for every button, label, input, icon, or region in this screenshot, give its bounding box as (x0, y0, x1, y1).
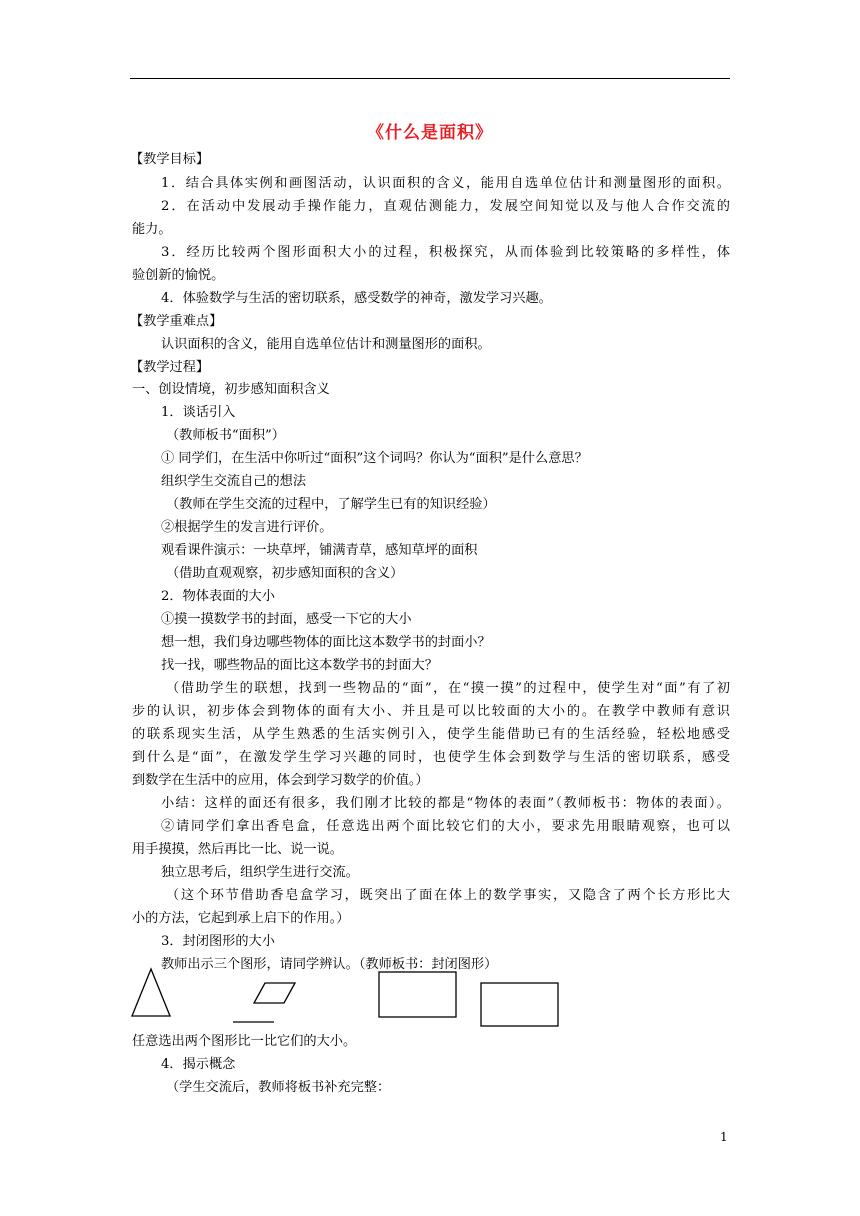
text-line: 步的认识，初步体会到物体的面有大小、并且是可以比较面的大小的。在教学中教师有意识 (132, 704, 730, 719)
text-line: （借助学生的联想，找到一些物品的“面”，在“摸一摸”的过程中，使学生对“面”有了初 (166, 681, 730, 696)
section-heading: 【教学目标】 (130, 152, 210, 167)
text-line: 教师出示三个图形，请同学辨认。（教师板书：封闭图形） (161, 957, 498, 972)
text-line: 的联系现实生活，从学生熟悉的生活实例引入，使学生能借助已有的生活经验，轻松地感受 (132, 727, 730, 742)
text-line: 独立思考后，组织学生进行交流。 (161, 865, 359, 880)
text-line: 4．体验数学与生活的密切联系，感受数学的神奇，激发学习兴趣。 (161, 291, 552, 306)
rectangle-shape-small (481, 983, 558, 1026)
section-heading: 【教学过程】 (130, 360, 210, 375)
header-rule (130, 78, 730, 79)
text-line: 组织学生交流自己的想法 (161, 474, 307, 489)
rectangle-shape-large (379, 972, 456, 1017)
text-line: 到什么是“面”，在激发学生学习兴趣的同时，也使学生体会到数学与生活的密切联系，感受 (132, 750, 730, 765)
text-line: 小结：这样的面还有很多，我们刚才比较的都是“物体的表面”（教师板书：物体的表面）。 (161, 796, 730, 811)
text-line: ②请同学们拿出香皂盒，任意选出两个面比较它们的大小，要求先用眼睛观察，也可以 (161, 819, 730, 834)
text-line: 2．物体表面的大小 (161, 589, 275, 604)
text-line: 认识面积的含义，能用自选单位估计和测量图形的面积。 (161, 337, 491, 352)
text-line: 能力。 (132, 222, 172, 237)
text-line: 3．封闭图形的大小 (161, 934, 275, 949)
text-line: （教师在学生交流的过程中，了解学生已有的知识经验） (166, 497, 496, 512)
text-line: 找一找，哪些物品的面比这本数学书的封面大？ (161, 658, 438, 673)
text-line: 2．在活动中发展动手操作能力，直观估测能力，发展空间知觉以及与他人合作交流的 (161, 199, 730, 214)
text-line: ①摸一摸数学书的封面，感受一下它的大小 (161, 612, 412, 627)
text-line: （借助直观观察，初步感知面积的含义） (166, 566, 404, 581)
triangle-shape (132, 969, 170, 1016)
parallelogram-shape (254, 983, 295, 1003)
text-line: 验创新的愉悦。 (132, 268, 225, 283)
text-line: 1．谈话引入 (161, 405, 236, 420)
text-line: 观看课件演示：一块草坪，铺满青草，感知草坪的面积 (161, 543, 478, 558)
text-line: 到数学在生活中的应用，体会到学习数学的价值。） (132, 773, 429, 788)
document-title: 《什么是面积》 (367, 123, 493, 143)
page-number: 1 (720, 1130, 728, 1144)
text-line: 小的方法，它起到承上启下的作用。） (132, 911, 350, 926)
text-line: （教师板书“面积”） (166, 428, 285, 443)
text-line: ②根据学生的发言进行评价。 (161, 520, 333, 535)
text-line: 1．结合具体实例和画图活动，认识面积的含义，能用自选单位估计和测量图形的面积。 (161, 176, 730, 191)
text-line: 想一想，我们身边哪些物体的面比这本数学书的封面小？ (161, 635, 491, 650)
text-line: 任意选出两个图形比一比它们的大小。 (132, 1034, 357, 1049)
text-line: （这个环节借助香皂盒学习，既突出了面在体上的数学事实，又隐含了两个长方形比大 (166, 888, 730, 903)
text-line: 4．揭示概念 (161, 1057, 236, 1072)
text-line: ① 同学们，在生活中你听过“面积”这个词吗？你认为“面积”是什么意思？ (161, 451, 588, 466)
section-heading: 【教学重难点】 (130, 314, 223, 329)
text-line: 一、创设情境，初步感知面积含义 (132, 382, 330, 397)
text-line: 用手摸摸，然后再比一比、说一说。 (132, 842, 343, 857)
text-line: （学生交流后，教师将板书补充完整： (166, 1080, 391, 1095)
text-line: 3．经历比较两个图形面积大小的过程，积极探究，从而体验到比较策略的多样性，体 (161, 245, 730, 260)
